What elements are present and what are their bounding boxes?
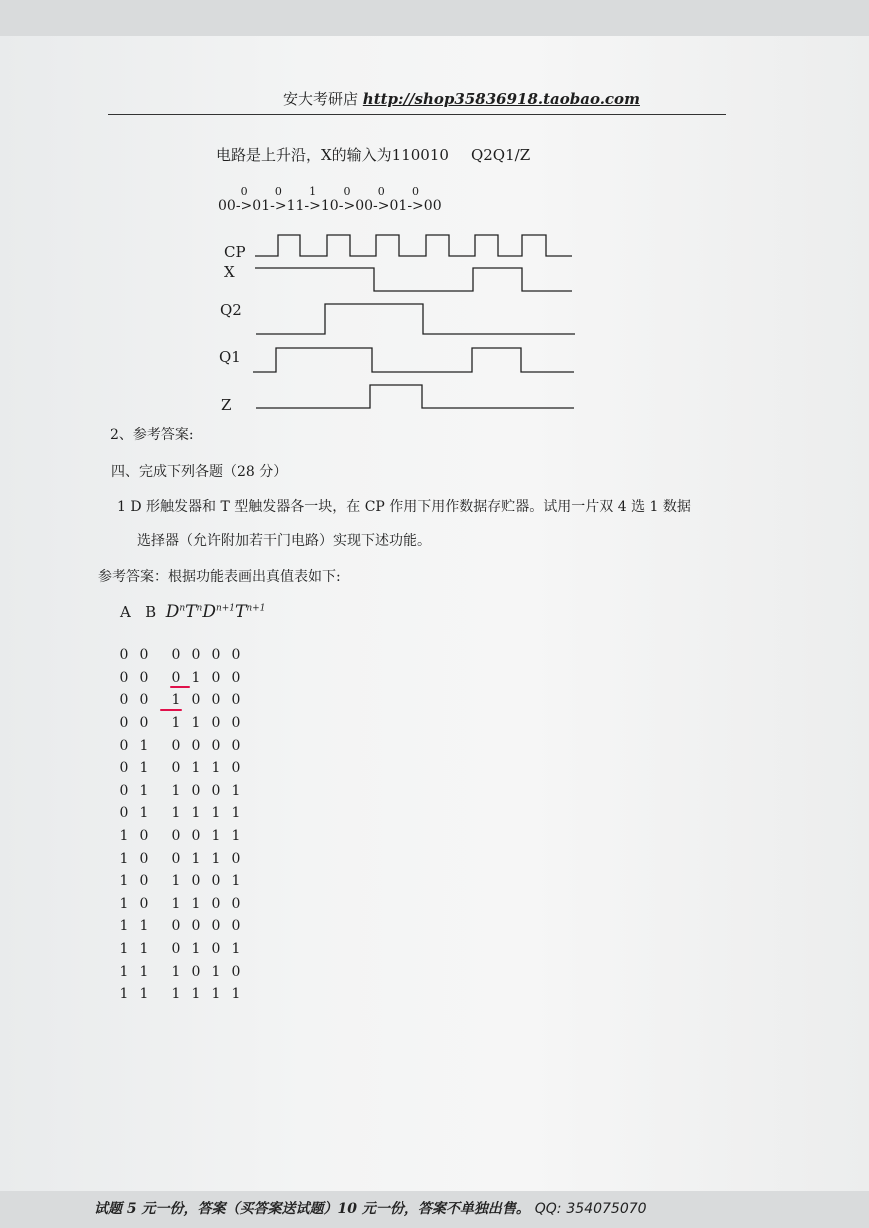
table-cell: 0 xyxy=(139,828,149,845)
shop-name: 安大考研店 xyxy=(283,90,359,108)
sequence-arrow: -> 0 xyxy=(235,185,253,214)
table-cell: 0 xyxy=(191,782,201,799)
table-cell: 1 xyxy=(119,873,129,890)
table-cell: 1 xyxy=(211,963,221,980)
table-cell: 1 xyxy=(119,918,129,935)
sequence-state: 11 xyxy=(286,198,305,214)
q2-waveform xyxy=(256,304,575,334)
column-gap xyxy=(154,915,166,938)
table-cell: 0 xyxy=(139,895,149,912)
header-b: B xyxy=(145,603,157,621)
sequence-input: 0 xyxy=(343,185,351,198)
table-row xyxy=(114,938,246,961)
cp-waveform xyxy=(255,235,572,256)
table-row xyxy=(114,757,246,780)
table-cell: 0 xyxy=(211,737,221,754)
table-cell: 1 xyxy=(231,941,241,958)
column-gap xyxy=(154,938,166,961)
table-cell: 0 xyxy=(211,669,221,686)
table-cell: 0 xyxy=(171,941,181,958)
table-cell: 0 xyxy=(171,737,181,754)
table-cell: 0 xyxy=(139,873,149,890)
truth-table-header xyxy=(120,602,265,622)
table-cell: 0 xyxy=(139,692,149,709)
table-cell: 0 xyxy=(211,647,221,664)
table-cell: 0 xyxy=(119,805,129,822)
sequence-arrow: -> 0 xyxy=(338,185,356,214)
table-cell: 0 xyxy=(139,669,149,686)
sequence-input: 0 xyxy=(377,185,385,198)
table-cell: 0 xyxy=(191,963,201,980)
table-cell: 0 xyxy=(211,941,221,958)
shop-url: http://shop35836918.taobao.com xyxy=(362,90,640,108)
page-header xyxy=(283,88,640,109)
table-row xyxy=(114,983,246,1006)
table-row xyxy=(114,644,246,667)
table-cell: 0 xyxy=(119,669,129,686)
table-cell: 1 xyxy=(211,986,221,1003)
table-cell: 1 xyxy=(191,669,201,686)
table-cell: 1 xyxy=(191,760,201,777)
state-sequence xyxy=(218,185,442,214)
table-cell: 0 xyxy=(171,828,181,845)
sequence-arrow: -> 0 xyxy=(373,185,390,214)
table-cell: 1 xyxy=(119,895,129,912)
table-cell: 0 xyxy=(171,850,181,867)
table-cell: 1 xyxy=(139,918,149,935)
sequence-state: 01 xyxy=(389,198,408,214)
table-cell: 1 xyxy=(191,941,201,958)
sequence-arrow: -> 0 xyxy=(270,185,287,214)
table-cell: 0 xyxy=(191,737,201,754)
sequence-input: 0 xyxy=(240,185,248,198)
table-cell: 0 xyxy=(231,918,241,935)
table-cell: 1 xyxy=(231,986,241,1003)
x-label: X xyxy=(224,263,235,281)
table-cell: 1 xyxy=(191,986,201,1003)
table-cell: 1 xyxy=(211,850,221,867)
answer-2-heading: 2、参考答案: xyxy=(110,427,194,443)
table-row xyxy=(114,960,246,983)
table-cell: 1 xyxy=(119,828,129,845)
table-cell: 0 xyxy=(211,895,221,912)
table-cell: 0 xyxy=(171,760,181,777)
table-cell: 1 xyxy=(139,986,149,1003)
table-cell: 0 xyxy=(119,692,129,709)
q1-label: Q1 xyxy=(219,348,241,366)
table-cell: 0 xyxy=(171,918,181,935)
table-cell: 1 xyxy=(171,715,181,732)
table-cell: 1 xyxy=(171,692,181,709)
table-cell: 0 xyxy=(191,692,201,709)
table-row xyxy=(114,825,246,848)
table-cell: 0 xyxy=(119,715,129,732)
table-cell: 1 xyxy=(139,737,149,754)
table-row xyxy=(114,915,246,938)
table-cell: 0 xyxy=(191,647,201,664)
table-cell: 1 xyxy=(191,805,201,822)
column-gap xyxy=(154,960,166,983)
x-waveform xyxy=(255,268,572,291)
table-cell: 1 xyxy=(119,941,129,958)
table-cell: 0 xyxy=(231,715,241,732)
q1-waveform xyxy=(253,348,574,372)
table-cell: 0 xyxy=(119,647,129,664)
column-gap xyxy=(154,644,166,667)
sequence-input: 0 xyxy=(274,185,282,198)
question-1-line-1: 1 D 形触发器和 T 型触发器各一块，在 CP 作用下用作数据存贮器。试用一片双 4 选 1 数据 xyxy=(117,499,691,515)
table-cell: 1 xyxy=(231,873,241,890)
table-cell: 1 xyxy=(139,805,149,822)
table-cell: 1 xyxy=(139,963,149,980)
sequence-arrow: -> 0 xyxy=(407,185,424,214)
table-cell: 1 xyxy=(211,805,221,822)
column-gap xyxy=(154,847,166,870)
circuit-description xyxy=(216,144,530,165)
table-row xyxy=(114,893,246,916)
z-waveform xyxy=(256,385,574,408)
table-cell: 1 xyxy=(119,850,129,867)
table-cell: 1 xyxy=(171,782,181,799)
table-cell: 1 xyxy=(191,715,201,732)
pen-underline-1 xyxy=(170,686,190,688)
footer-phone: 354075070 xyxy=(566,1201,647,1217)
table-cell: 0 xyxy=(191,873,201,890)
table-cell: 0 xyxy=(139,647,149,664)
circuit-outputs: Q2Q1/Z xyxy=(470,146,531,164)
sequence-state: 10 xyxy=(320,198,339,214)
sequence-arrow: -> 1 xyxy=(304,185,321,214)
table-cell: 0 xyxy=(211,782,221,799)
column-gap xyxy=(154,983,166,1006)
table-cell: 1 xyxy=(171,986,181,1003)
question-1-line-2: 选择器（允许附加若干门电路）实现下述功能。 xyxy=(137,533,431,549)
table-cell: 0 xyxy=(231,850,241,867)
reference-answer-intro: 参考答案：根据功能表画出真值表如下: xyxy=(98,569,341,585)
table-cell: 0 xyxy=(231,647,241,664)
column-gap xyxy=(154,893,166,916)
table-cell: 0 xyxy=(171,669,181,686)
column-gap xyxy=(154,780,166,803)
table-row xyxy=(114,870,246,893)
table-cell: 0 xyxy=(139,850,149,867)
circuit-text: 电路是上升沿，X的输入为110010 xyxy=(216,146,449,164)
column-gap xyxy=(154,712,166,735)
column-gap xyxy=(154,870,166,893)
table-cell: 1 xyxy=(211,760,221,777)
table-cell: 0 xyxy=(119,782,129,799)
table-cell: 1 xyxy=(119,986,129,1003)
table-cell: 0 xyxy=(139,715,149,732)
column-gap xyxy=(154,802,166,825)
table-cell: 1 xyxy=(191,850,201,867)
table-cell: 0 xyxy=(191,828,201,845)
table-cell: 1 xyxy=(119,963,129,980)
table-row xyxy=(114,802,246,825)
document-page xyxy=(0,36,869,1217)
table-cell: 1 xyxy=(231,828,241,845)
table-cell: 1 xyxy=(171,805,181,822)
table-row xyxy=(114,712,246,735)
table-row xyxy=(114,780,246,803)
section-4-heading: 四、完成下列各题（28 分） xyxy=(111,464,288,480)
table-cell: 1 xyxy=(171,873,181,890)
table-cell: 0 xyxy=(231,895,241,912)
sequence-state: 01 xyxy=(252,198,271,214)
table-cell: 0 xyxy=(119,760,129,777)
header-a: A xyxy=(120,603,131,621)
sequence-input: 1 xyxy=(309,185,317,198)
table-cell: 1 xyxy=(191,895,201,912)
header-rule xyxy=(108,114,726,115)
sequence-state: 00 xyxy=(355,198,374,214)
q2-label: Q2 xyxy=(220,301,242,319)
truth-table xyxy=(114,644,246,1006)
table-cell: 1 xyxy=(139,941,149,958)
column-gap xyxy=(154,667,166,690)
table-cell: 0 xyxy=(171,647,181,664)
table-cell: 0 xyxy=(231,963,241,980)
sequence-input: 0 xyxy=(412,185,420,198)
table-cell: 1 xyxy=(231,782,241,799)
table-cell: 0 xyxy=(211,715,221,732)
footer-text: 试题 5 元一份，答案（买答案送试题）10 元一份，答案不单独出售。 xyxy=(94,1201,530,1217)
column-gap xyxy=(154,734,166,757)
table-cell: 0 xyxy=(211,873,221,890)
table-row xyxy=(114,847,246,870)
table-cell: 1 xyxy=(139,782,149,799)
sequence-state: 00 xyxy=(423,198,442,214)
table-cell: 1 xyxy=(139,760,149,777)
page-footer xyxy=(94,1198,647,1218)
table-cell: 0 xyxy=(231,692,241,709)
table-cell: 0 xyxy=(231,737,241,754)
table-cell: 1 xyxy=(171,895,181,912)
table-cell: 1 xyxy=(211,828,221,845)
table-cell: 0 xyxy=(231,760,241,777)
header-dn: $D^nT^nD^{n+1}T^{n+1}$ xyxy=(165,602,266,622)
table-cell: 0 xyxy=(231,669,241,686)
cp-label: CP xyxy=(224,243,246,261)
table-cell: 0 xyxy=(119,737,129,754)
sequence-state: 00 xyxy=(218,198,236,214)
table-cell: 1 xyxy=(171,963,181,980)
z-label: Z xyxy=(221,396,232,414)
table-cell: 0 xyxy=(191,918,201,935)
timing-diagram xyxy=(210,222,590,412)
pen-underline-2 xyxy=(160,709,182,711)
column-gap xyxy=(154,757,166,780)
column-gap xyxy=(154,825,166,848)
table-cell: 0 xyxy=(211,692,221,709)
table-cell: 1 xyxy=(231,805,241,822)
footer-qq-label: QQ: xyxy=(534,1201,562,1217)
table-cell: 0 xyxy=(211,918,221,935)
table-row xyxy=(114,734,246,757)
